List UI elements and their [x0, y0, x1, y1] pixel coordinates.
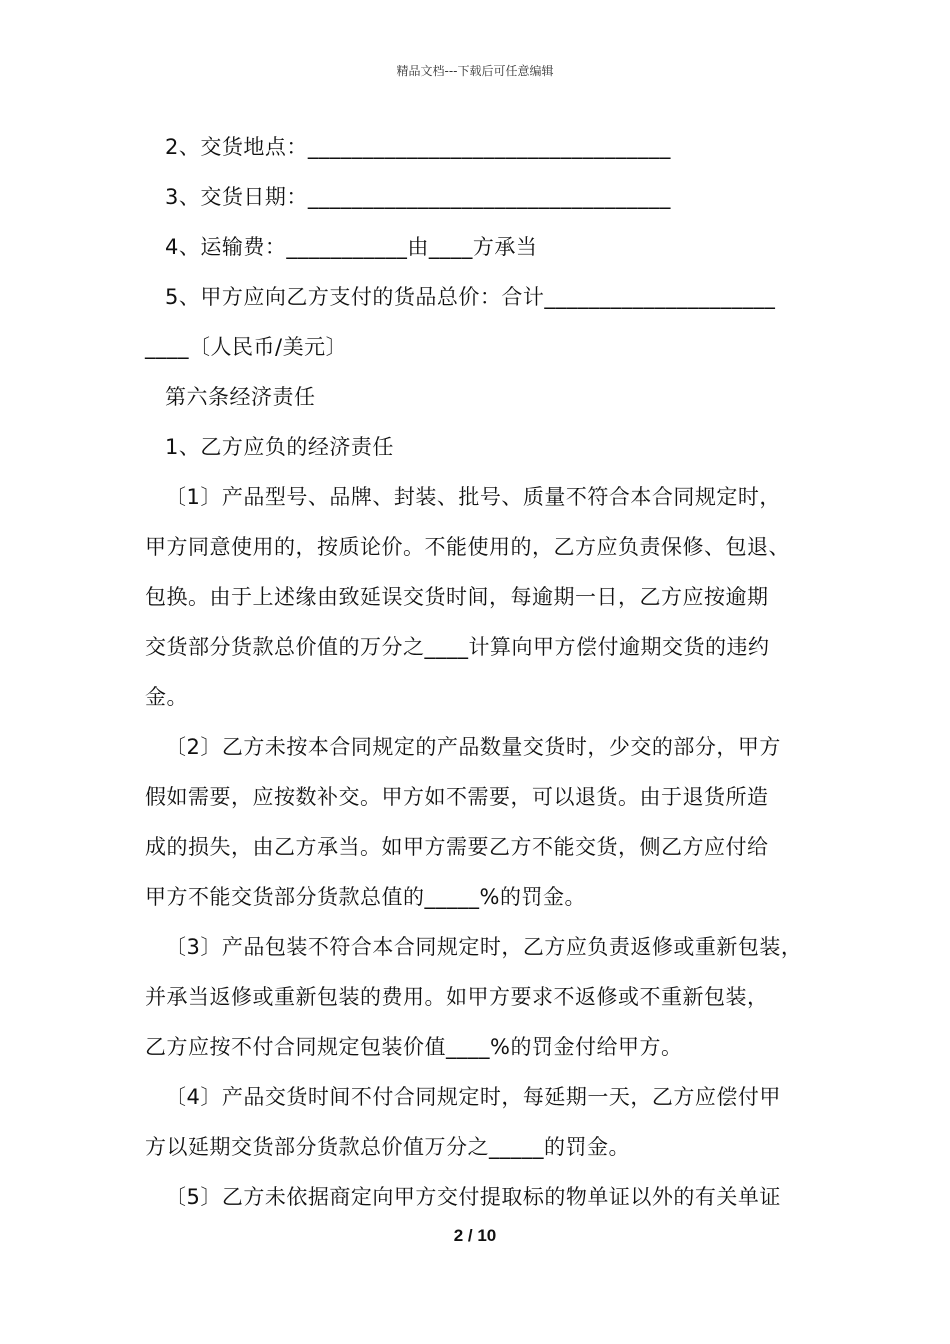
paragraph-line: 〔4〕产品交货时间不付合同规定时，每延期一天，乙方应偿付甲 [165, 1085, 781, 1109]
page-header: 精品文档---下载后可任意编辑 [396, 64, 554, 78]
paragraph-line: 〔1〕产品型号、品牌、封装、批号、质量不符合本合同规定时， [165, 485, 781, 509]
paragraph-line: 交货部分货款总价值的万分之____计算向甲方偿付逾期交货的违约 [145, 635, 770, 659]
paragraph-line: 方以延期交货部分货款总价值万分之_____的罚金。 [145, 1135, 630, 1159]
paragraph-line: 〔2〕乙方未按本合同规定的产品数量交货时，少交的部分，甲方 [165, 735, 781, 759]
paragraph-line: 甲方同意使用的，按质论价。不能使用的，乙方应负责保修、包退、 [145, 535, 790, 559]
paragraph-line: 3、交货日期：_________________________________ [165, 185, 671, 209]
paragraph-line: 4、运输费：___________由____方承当 [165, 235, 538, 259]
paragraph-line: 假如需要，应按数补交。甲方如不需要，可以退货。由于退货所造 [145, 785, 769, 809]
paragraph-line: 金。 [145, 685, 188, 709]
paragraph-line: 1、乙方应负的经济责任 [165, 435, 394, 459]
paragraph-line: 〔5〕乙方未依据商定向甲方交付提取标的物单证以外的有关单证 [165, 1185, 781, 1209]
paragraph-line: ____〔人民币/美元〕 [145, 335, 348, 359]
paragraph-line: 5、甲方应向乙方支付的货品总价：合计_____________________ [165, 285, 776, 309]
page-number: 2 / 10 [453, 1226, 497, 1245]
paragraph-line: 2、交货地点：_________________________________ [165, 135, 671, 159]
paragraph-line: 并承当返修或重新包装的费用。如甲方要求不返修或不重新包装， [145, 985, 769, 1009]
paragraph-line: 甲方不能交货部分货款总值的_____%的罚金。 [145, 885, 586, 909]
paragraph-line: 包换。由于上述缘由致延误交货时间，每逾期一日，乙方应按逾期 [145, 585, 769, 609]
section-heading: 第六条经济责任 [165, 385, 316, 409]
paragraph-line: 〔3〕产品包装不符合本合同规定时，乙方应负责返修或重新包装， [165, 935, 803, 959]
paragraph-line: 乙方应按不付合同规定包装价值____%的罚金付给甲方。 [145, 1035, 683, 1059]
paragraph-line: 成的损失，由乙方承当。如甲方需要乙方不能交货，侧乙方应付给 [145, 835, 769, 859]
